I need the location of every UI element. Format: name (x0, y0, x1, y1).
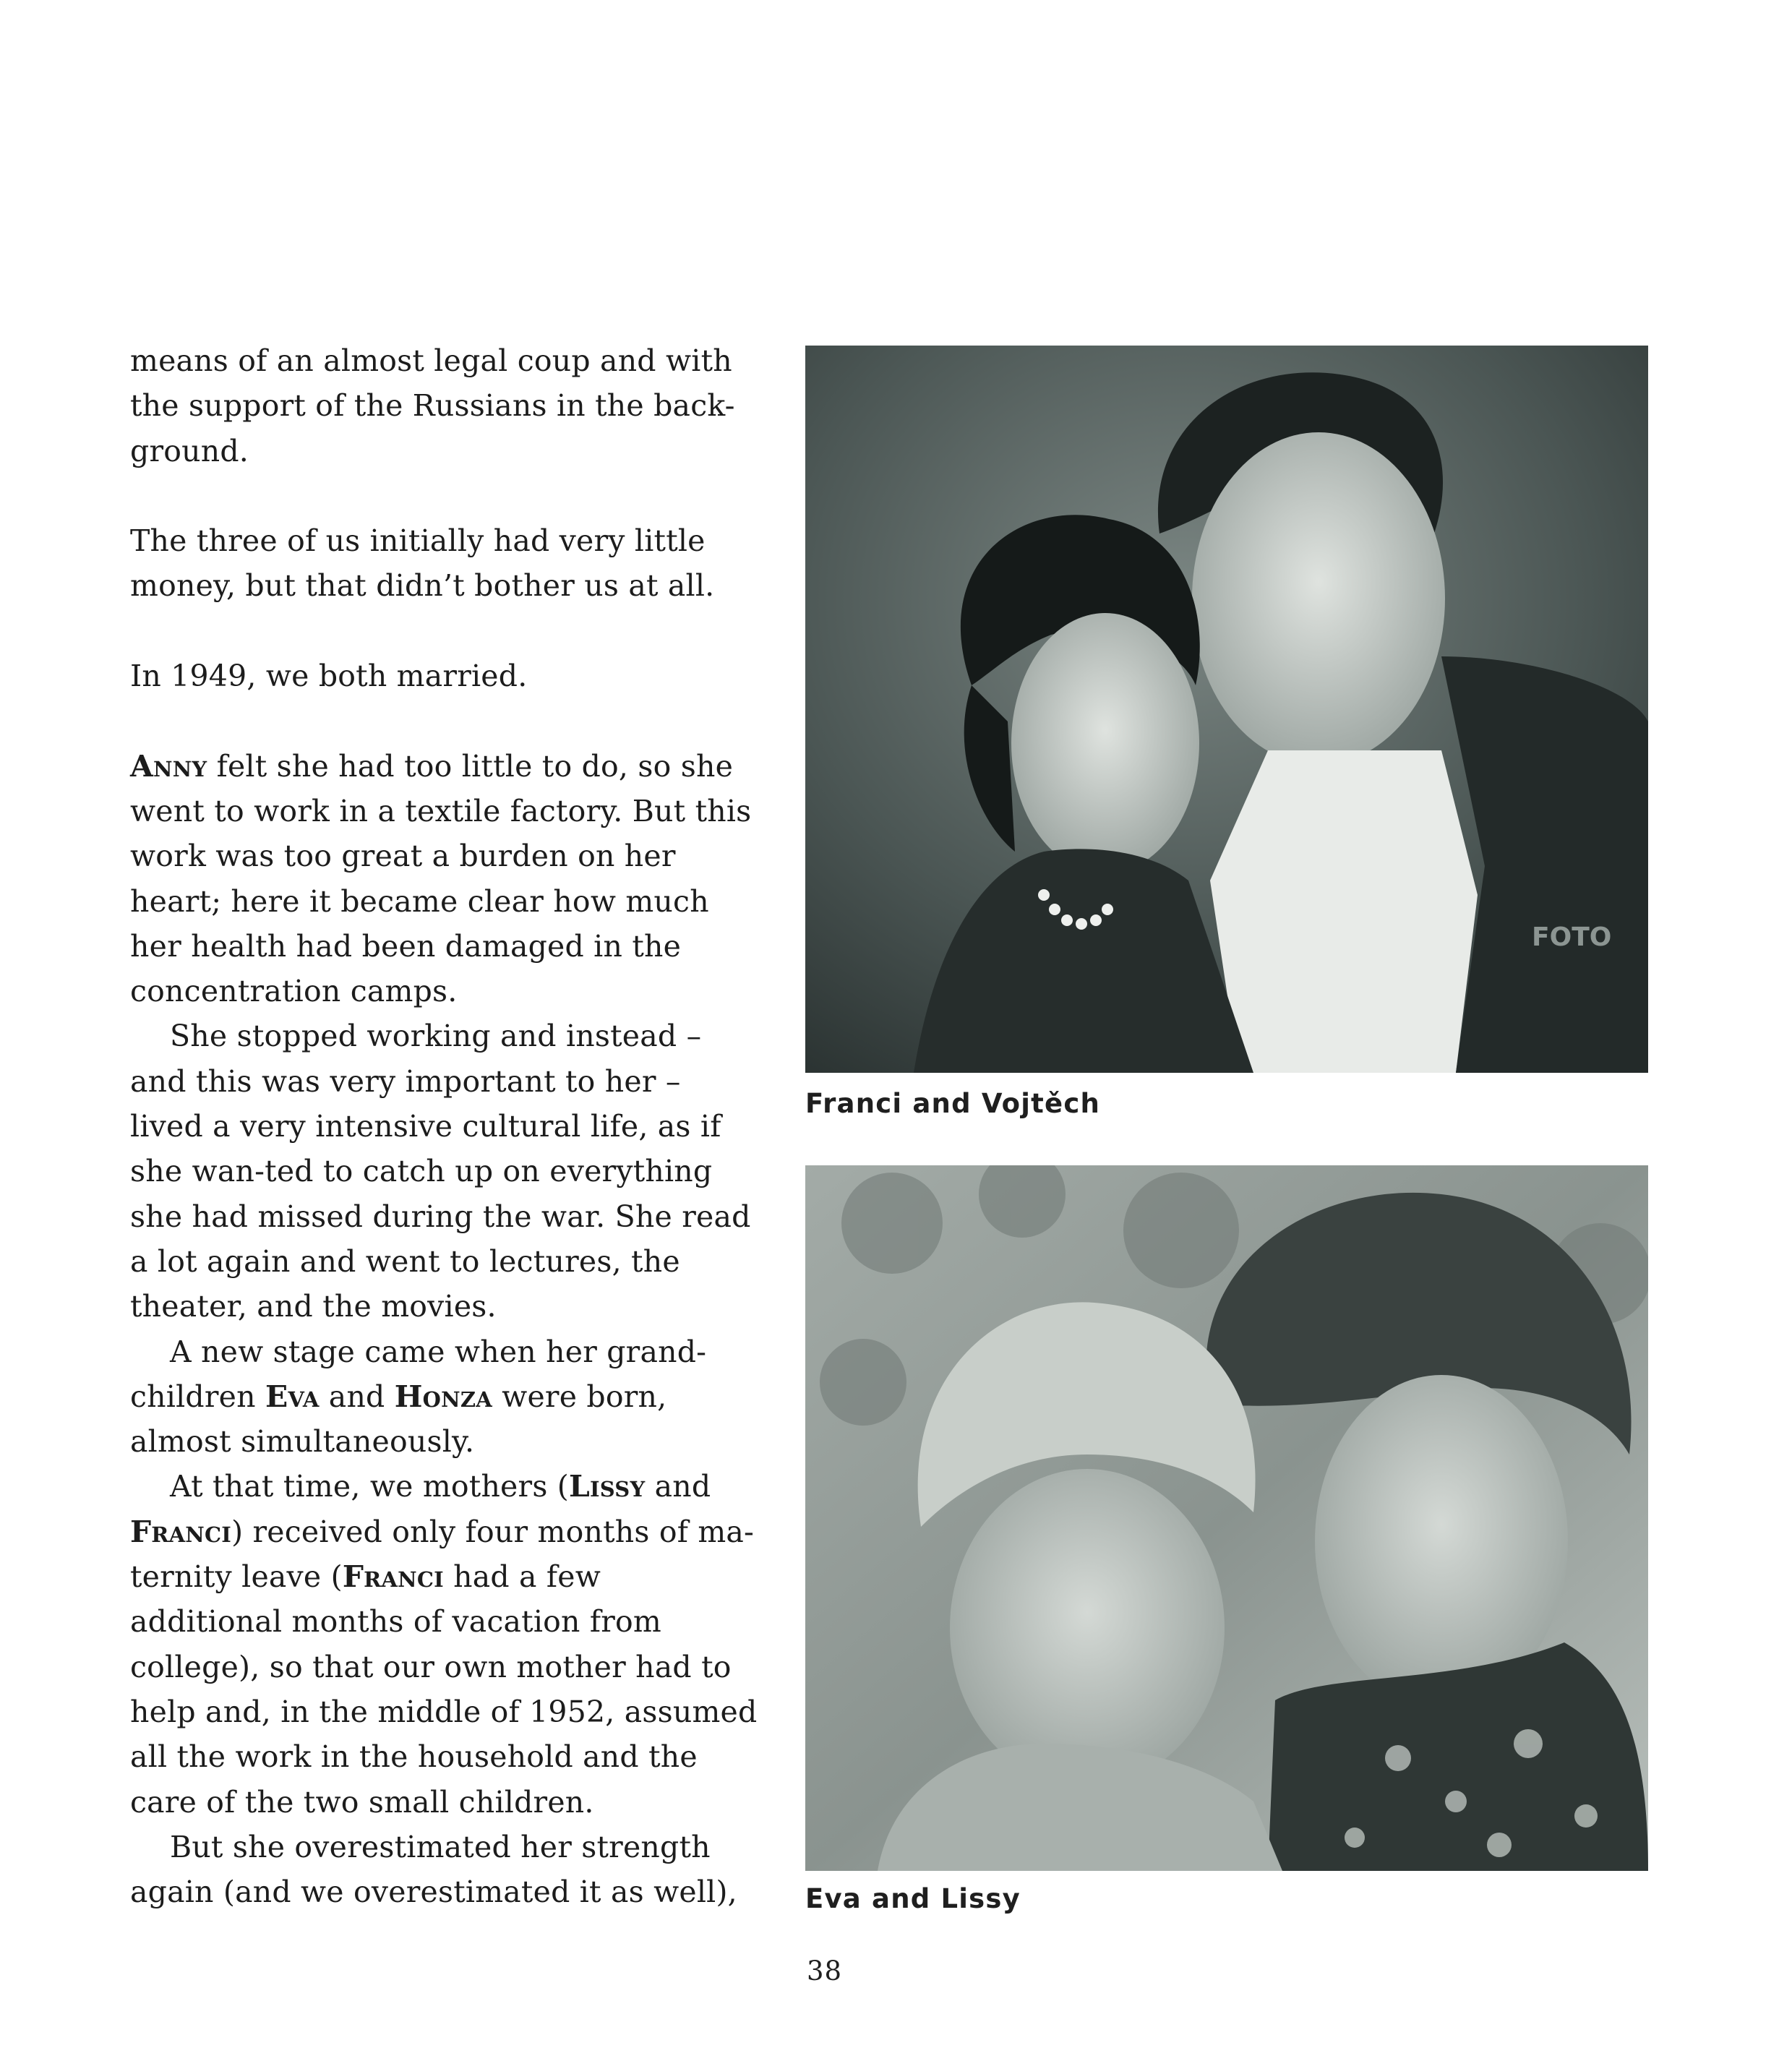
paragraph-text: ) received only four months of ma-ternity leave ( (130, 1514, 755, 1595)
paragraph-anny-work (130, 744, 759, 1014)
name-anny: Anny (130, 748, 207, 784)
paragraph-text: and (645, 1469, 711, 1504)
photo-eva-and-lissy (805, 1165, 1648, 1871)
paragraph-text: felt she had too little to do, so she went to work in a textile factory. But this work was too great a burden on her heart; here it became clear how much her health had been damaged in the concentration camps. (130, 748, 752, 1009)
paragraph-money: The three of us initially had very little money, but that didn’t bother us at all. (130, 523, 715, 604)
paragraph-coup: means of an almost legal coup and with the support of the Russians in the back-ground. (130, 343, 735, 468)
page-number: 38 (807, 1955, 843, 1987)
photo-franci-and-vojtech (805, 346, 1648, 1073)
name-franci: Franci (130, 1514, 232, 1549)
name-lissy: Lissy (569, 1469, 646, 1504)
paragraph-gap (130, 609, 759, 654)
paragraph-text: and (319, 1379, 395, 1414)
photo-eva-and-lissy-image (805, 1165, 1648, 1871)
paragraph-grandchildren (130, 1329, 759, 1465)
paragraph-text: had a few additional months of vacation from college), so that our own mother had to help and, in the middle of 1952, assumed all the work in the household and the care of the two small children. (130, 1559, 758, 1820)
photo-franci-and-vojtech-image (805, 346, 1648, 1073)
name-eva: Eva (265, 1379, 320, 1414)
paragraph-text: At that time, we mothers ( (170, 1469, 569, 1504)
paragraph-text: A new stage came when her grand-children (130, 1334, 707, 1414)
paragraph-cultural-life: She stopped working and instead – and this was very important to her – lived a very intensive cultural life, as if she wan-ted to catch up on everything she had missed during the war. She read a lot again and went to lectures, the theater, and the movies. (130, 1019, 751, 1324)
paragraph-text: were born, almost simultaneously. (130, 1379, 667, 1460)
paragraph-married: In 1949, we both married. (130, 659, 528, 694)
paragraph-gap (130, 698, 759, 743)
body-text-column (130, 338, 759, 1914)
caption-franci-and-vojtech: Franci and Vojtěch (805, 1088, 1101, 1119)
paragraph-strength: But she overestimated her strength again (and we overestimated it as well), (130, 1829, 737, 1910)
name-franci: Franci (342, 1559, 444, 1595)
caption-eva-and-lissy: Eva and Lissy (805, 1883, 1021, 1914)
paragraph-gap (130, 474, 759, 518)
paragraph-maternity-leave (130, 1464, 759, 1824)
name-honza: Honza (394, 1379, 492, 1414)
photo-stamp-text: FOTO (1532, 922, 1612, 952)
